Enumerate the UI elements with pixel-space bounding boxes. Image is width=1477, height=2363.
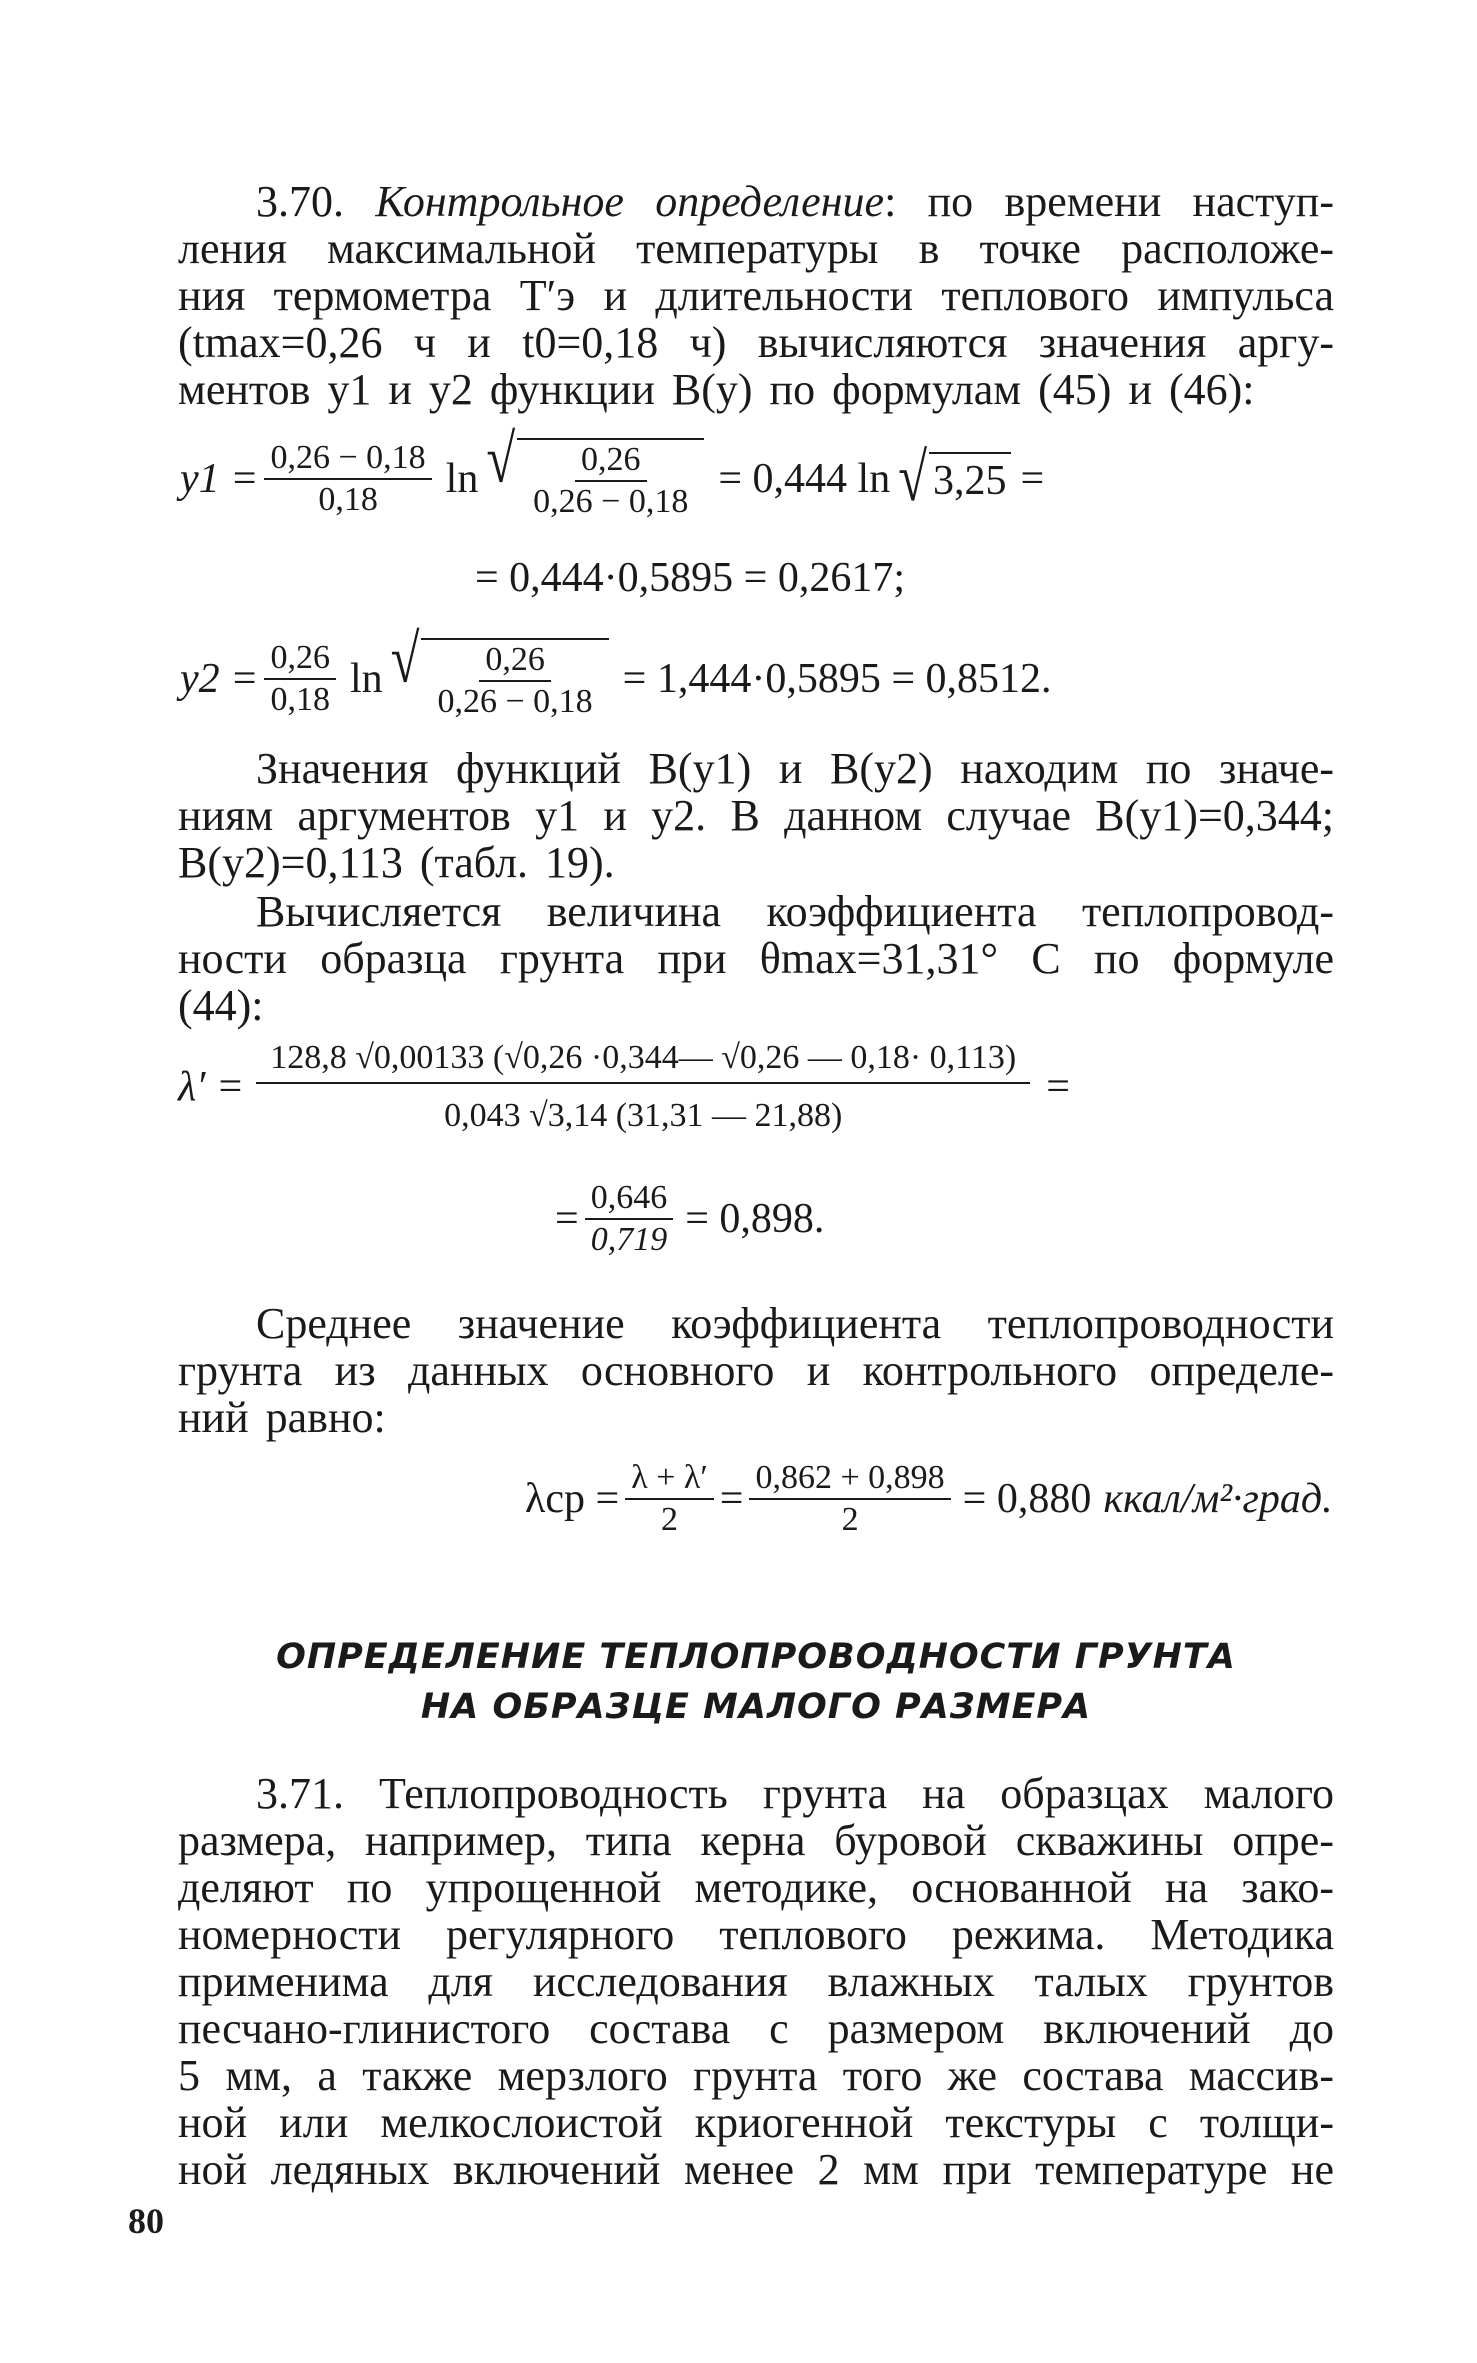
section-heading <box>178 1632 1334 1732</box>
sqrt: √ 3,25 <box>898 452 1010 506</box>
text-line: ния термометра Т′э и длительности теплового импульса <box>178 271 1334 320</box>
text-line: Вычисляется величина коэффициента теплопровод- <box>256 887 1334 936</box>
fraction: $\frac{0,26}{0,18}$ <box>264 640 336 718</box>
section-3-71 <box>178 1770 1334 2193</box>
text-line: 3.70. Контрольное определение: по времени наступ- <box>256 177 1335 226</box>
text-line: (44): <box>178 981 264 1030</box>
eq-lhs: y1 = <box>180 456 259 502</box>
equation-lambda-line2: = $\frac{0,646}{0,719}$ = 0,898. <box>555 1179 825 1258</box>
text-line: 5 мм, а также мерзлого грунта того же состава массив- <box>178 2051 1334 2100</box>
text-line: размера, например, типа керна буровой скважины опре- <box>178 1816 1334 1865</box>
equation-y2 <box>180 621 1052 720</box>
sqrt: √ $\frac{0,26}{0,26 - 0,18}$ <box>486 438 704 520</box>
fraction: $\frac{\lambda + \lambda'}{2}$ <box>625 1460 714 1538</box>
eq-lhs: λср = <box>525 1476 620 1522</box>
eq-rhs: = 0,444 ln <box>718 456 891 502</box>
text-line: номерности регулярного теплового режима. Методика <box>178 1910 1334 1959</box>
fraction: $\frac{0,862 + 0,898}{2}$ <box>749 1460 950 1538</box>
text-line: ной или мелкослоистой криогенной текстуры с толщи- <box>178 2098 1334 2147</box>
heading-line: НА ОБРАЗЦЕ МАЛОГО РАЗМЕРА <box>420 1687 1092 1727</box>
text-line: ниям аргументов y1 и y2. В данном случае B(y1)=0,344; <box>178 791 1334 840</box>
text-line: ментов y1 и y2 функции B(y) по формулам (45) и (46): <box>178 365 1255 414</box>
text-line: ний равно: <box>178 1393 386 1442</box>
fraction: $\frac{128,8 √0,00133 (√0,26 \cdot 0,344— √0,26 — 0,18\cdot 0,113)}{0,043 √3,14 (31,31 — 21,88)}$ <box>256 1040 1030 1134</box>
text-line: грунта из данных основного и контрольного определе- <box>178 1346 1334 1395</box>
unit: ккал/м²·град. <box>1103 1476 1333 1522</box>
fraction: $\frac{0,26 - 0,18}{0,18}$ <box>264 440 431 518</box>
eq-end: = <box>1046 1064 1070 1110</box>
equation-y1 <box>180 421 1045 520</box>
sqrt: √ $\frac{0,26}{0,26 - 0,18}$ <box>391 638 609 720</box>
paragraph-values <box>178 745 1334 886</box>
section-3-70 <box>178 178 1334 413</box>
text-line: применима для исследования влажных талых грунтов <box>178 1957 1334 2006</box>
text-line: Среднее значение коэффициента теплопроводности <box>256 1299 1334 1348</box>
equation-lambda-prime <box>178 1040 1070 1134</box>
ln: ln <box>445 456 479 502</box>
text-line: песчано-глинистого состава с размером включений до <box>178 2004 1334 2053</box>
lead-term: Контрольное определение <box>375 177 885 226</box>
ln: ln <box>349 656 383 702</box>
page-number: 80 <box>128 2201 164 2241</box>
eq-rhs: = 1,444·0,5895 = 0,8512. <box>622 656 1052 702</box>
text-line: деляют по упрощенной методике, основанной на зако- <box>178 1863 1334 1912</box>
fraction: $\frac{0,646}{0,719}$ <box>585 1180 674 1258</box>
eq-lhs: y2 = <box>180 656 259 702</box>
text-line: ности образца грунта при θmax=31,31° С по формуле <box>178 934 1334 983</box>
equation-lambda-mean: λср = $\frac{\lambda + \lambda'}{2}$ = $\frac{0,862 + 0,898}{2}$ = 0,880 ккал/м²·град. <box>525 1459 1333 1538</box>
equation-y1-line2: = 0,444·0,5895 = 0,2617; <box>475 555 906 601</box>
text-line: 3.71. Теплопроводность грунта на образцах малого <box>256 1769 1334 1818</box>
paragraph-mean <box>178 1300 1334 1441</box>
text-line: ной ледяных включений менее 2 мм при температуре не <box>178 2145 1334 2194</box>
eq-end: = <box>1020 456 1045 502</box>
paragraph-coefficient <box>178 888 1334 1029</box>
text-line: B(y2)=0,113 (табл. 19). <box>178 838 615 887</box>
text-line: Значения функций B(y1) и B(y2) находим по значе- <box>256 744 1334 793</box>
eq-lhs: λ′ = <box>178 1064 245 1110</box>
text-line: ления максимальной температуры в точке расположе- <box>178 224 1334 273</box>
heading-line: ОПРЕДЕЛЕНИЕ ТЕПЛОПРОВОДНОСТИ ГРУНТА <box>276 1637 1236 1677</box>
text-line: (tmax=0,26 ч и t0=0,18 ч) вычисляются значения аргу- <box>178 318 1334 367</box>
